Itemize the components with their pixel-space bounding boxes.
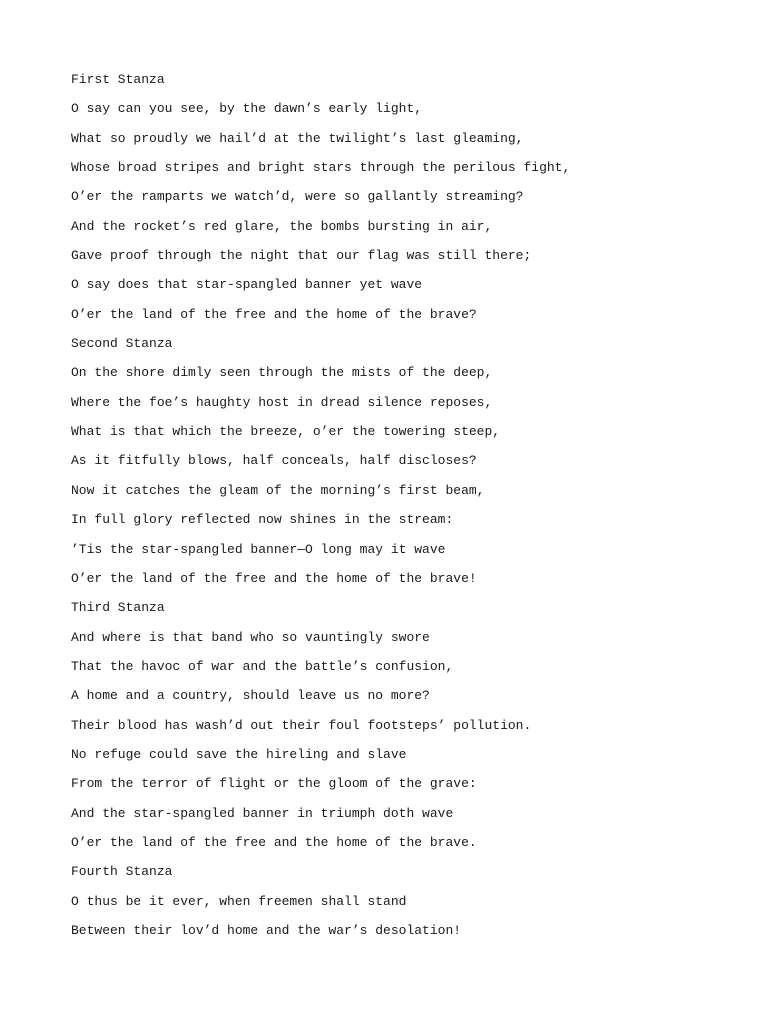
document-page xyxy=(71,70,751,950)
verse-line: In full glory reflected now shines in the stream: xyxy=(71,512,454,528)
verse-line: ’Tis the star-spangled banner—O long may it wave xyxy=(71,541,446,557)
verse-line: What so proudly we hail’d at the twilight’s last gleaming, xyxy=(71,130,524,146)
verse-line: O say does that star-spangled banner yet wave xyxy=(71,277,423,293)
verse-line: Gave proof through the night that our flag was still there; xyxy=(71,248,532,264)
verse-line: Between their lov’d home and the war’s desolation! xyxy=(71,922,462,938)
verse-line: And the rocket’s red glare, the bombs bursting in air, xyxy=(71,218,493,234)
verse-line: That the havoc of war and the battle’s confusion, xyxy=(71,658,454,674)
verse-line: Now it catches the gleam of the morning’s first beam, xyxy=(71,482,485,498)
stanza-heading: Third Stanza xyxy=(71,600,165,616)
verse-line: Their blood has wash’d out their foul footsteps’ pollution. xyxy=(71,717,532,733)
verse-line: O thus be it ever, when freemen shall stand xyxy=(71,893,407,909)
stanza-heading: Fourth Stanza xyxy=(71,864,173,880)
verse-line: Where the foe’s haughty host in dread silence reposes, xyxy=(71,394,493,410)
verse-line: And the star-spangled banner in triumph doth wave xyxy=(71,805,454,821)
verse-line: As it fitfully blows, half conceals, half discloses? xyxy=(71,453,477,469)
verse-line: O’er the ramparts we watch’d, were so gallantly streaming? xyxy=(71,189,524,205)
stanza-heading: First Stanza xyxy=(71,72,165,87)
stanza-heading: Second Stanza xyxy=(71,336,173,352)
verse-line: And where is that band who so vauntingly swore xyxy=(71,629,430,645)
verse-line: O’er the land of the free and the home of the brave. xyxy=(71,834,477,850)
verse-line: O say can you see, by the dawn’s early light, xyxy=(71,101,423,117)
verse-line: What is that which the breeze, o’er the towering steep, xyxy=(71,424,501,440)
verse-line: O’er the land of the free and the home of the brave? xyxy=(71,306,477,322)
verse-line: No refuge could save the hireling and slave xyxy=(71,746,407,762)
verse-line: O’er the land of the free and the home of the brave! xyxy=(71,570,477,586)
verse-line: Whose broad stripes and bright stars through the perilous fight, xyxy=(71,160,571,176)
verse-line: A home and a country, should leave us no more? xyxy=(71,688,430,704)
verse-line: On the shore dimly seen through the mists of the deep, xyxy=(71,365,493,381)
verse-line: From the terror of flight or the gloom of the grave: xyxy=(71,776,477,792)
